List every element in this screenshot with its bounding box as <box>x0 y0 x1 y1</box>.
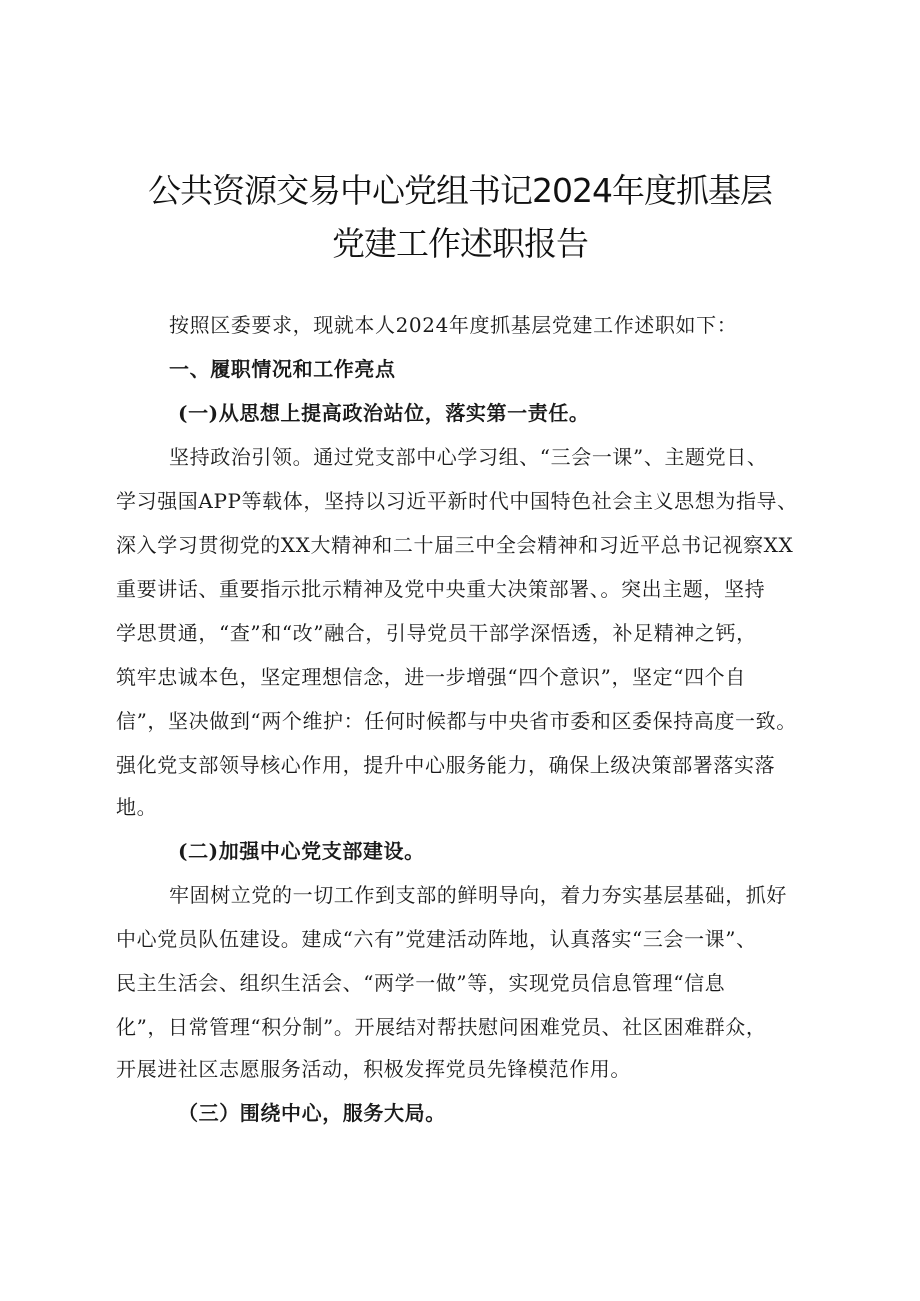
paragraph-line: 强化党支部领导核心作用，提升中心服务能力，确保上级决策部署落实落 <box>116 753 776 777</box>
document-title-line-1: 公共资源交易中心党组书记2024年度抓基层 <box>148 171 772 210</box>
paragraph-line: 开展进社区志愿服务活动，积极发挥党员先锋模范作用。 <box>116 1057 631 1081</box>
paragraph-line: 学思贯通，“查”和“改”融合，引导党员干部学深悟透，补足精神之钙， <box>116 621 757 645</box>
subsection-1-heading: (一)从思想上提高政治站位，落实第一责任。 <box>178 401 590 425</box>
paragraph-line: 信”，坚决做到“两个维护：任何时候都与中央省市委和区委保持高度一致。 <box>116 709 797 733</box>
paragraph-line: 牢固树立党的一切工作到支部的鲜明导向，着力夯实基层基础，抓好 <box>169 883 787 907</box>
paragraph-line: 民主生活会、组织生活会、“两学一做”等，实现党员信息管理“信息 <box>116 971 726 995</box>
document-title-line-2: 党建工作述职报告 <box>332 224 588 263</box>
paragraph-line: 筑牢忠诚本色，坚定理想信念，进一步增强“四个意识”，坚定“四个自 <box>116 665 746 689</box>
paragraph-line: 重要讲话、重要指示批示精神及党中央重大决策部署、。突出主题，坚持 <box>116 577 766 601</box>
paragraph-line: 深入学习贯彻党的XX大精神和二十届三中全会精神和习近平总书记视察XX <box>116 533 794 557</box>
paragraph-line: 化”，日常管理“积分制”。开展结对帮扶慰问困难党员、社区困难群众， <box>116 1015 767 1039</box>
paragraph-line: 学习强国APP等载体，坚持以习近平新时代中国特色社会主义思想为指导、 <box>116 489 798 513</box>
paragraph-line: 中心党员队伍建设。建成“六有”党建活动阵地，认真落实“三会一课”、 <box>116 927 757 951</box>
section-1-heading: 一、履职情况和工作亮点 <box>169 357 396 381</box>
intro-paragraph: 按照区委要求，现就本人2024年度抓基层党建工作述职如下： <box>169 313 738 337</box>
subsection-2-heading: (二)加强中心党支部建设。 <box>178 839 425 863</box>
paragraph-line: 地。 <box>116 795 158 819</box>
subsection-3-heading: （三）围绕中心，服务大局。 <box>178 1101 446 1125</box>
paragraph-line: 坚持政治引领。通过党支部中心学习组、“三会一课”、主题党日、 <box>169 445 768 469</box>
